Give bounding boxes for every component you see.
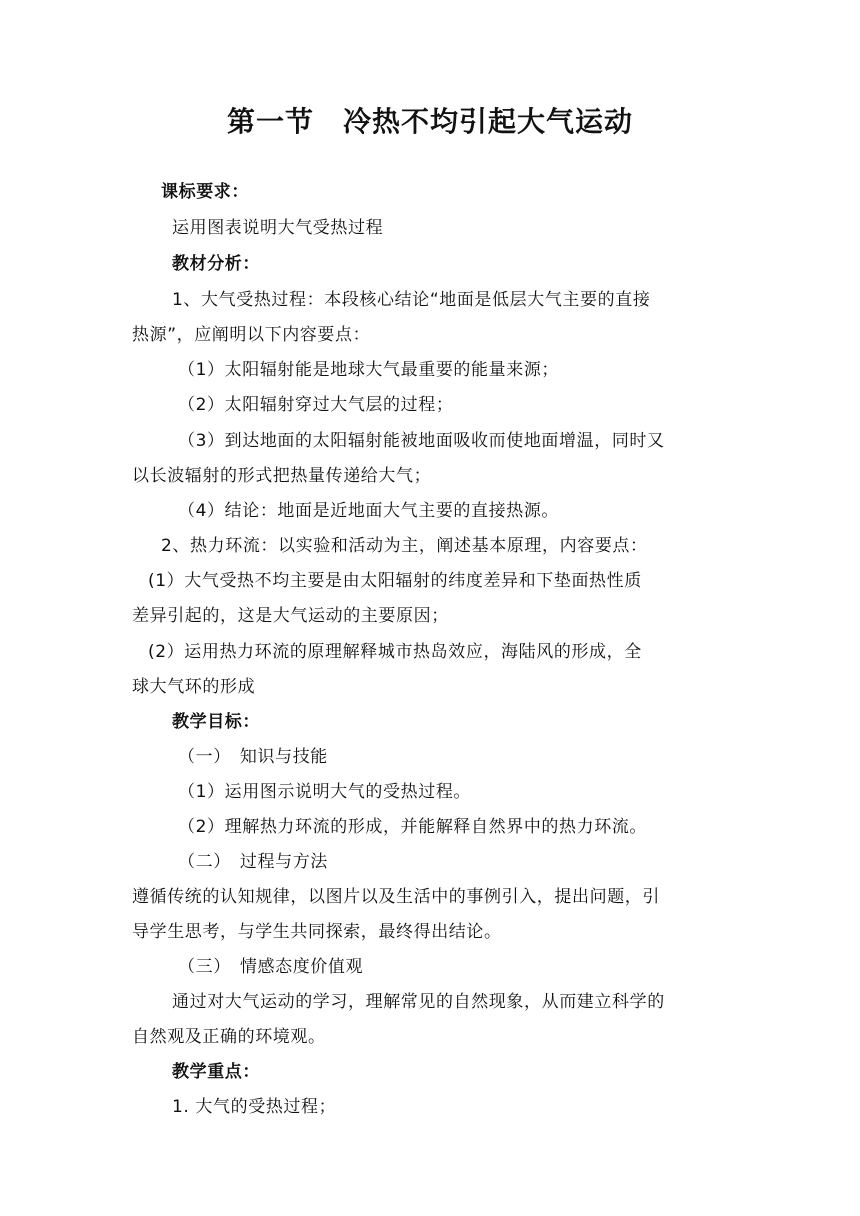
subsection-heading: （一） 知识与技能 (178, 747, 328, 767)
paragraph-line: 以长波辐射的形式把热量传递给大气； (132, 466, 432, 486)
document-title: 第一节 冷热不均引起大气运动 (226, 105, 633, 138)
list-item: （2）太阳辐射穿过大气层的过程； (178, 395, 454, 415)
paragraph-line: 1、大气受热过程：本段核心结论“地面是低层大气主要的直接 (172, 290, 651, 310)
list-item: （1）运用图示说明大气的受热过程。 (178, 782, 472, 802)
list-item: （1）太阳辐射能是地球大气最重要的能量来源； (178, 360, 560, 380)
list-item: (2）运用热力环流的原理解释城市热岛效应，海陆风的形成，全 (148, 642, 642, 662)
section-heading-key-points: 教学重点： (172, 1062, 260, 1082)
paragraph-line: 差异引起的，这是大气运动的主要原因； (132, 606, 449, 626)
paragraph-line: 热源”，应阐明以下内容要点： (132, 325, 371, 345)
paragraph-line: 遵循传统的认知规律，以图片以及生活中的事例引入，提出问题，引 (132, 887, 660, 907)
paragraph-line: 运用图表说明大气受热过程 (172, 218, 384, 238)
paragraph-line: 球大气环的形成 (132, 677, 256, 697)
section-heading-curriculum: 课标要求： (161, 182, 249, 202)
section-heading-teaching-goals: 教学目标： (172, 712, 260, 732)
list-item: （4）结论：地面是近地面大气主要的直接热源。 (178, 501, 560, 521)
list-item: (1）大气受热不均主要是由太阳辐射的纬度差异和下垫面热性质 (148, 571, 642, 591)
list-item: （3）到达地面的太阳辐射能被地面吸收而使地面增温，同时又 (178, 431, 665, 451)
paragraph-line: 通过对大气运动的学习，理解常见的自然现象，从而建立科学的 (172, 992, 665, 1012)
section-heading-textbook-analysis: 教材分析： (172, 254, 260, 274)
paragraph-line: 自然观及正确的环境观。 (132, 1027, 326, 1047)
list-item: （2）理解热力环流的形成，并能解释自然界中的热力环流。 (178, 817, 648, 837)
subsection-heading: （二） 过程与方法 (178, 852, 328, 872)
paragraph-line: 导学生思考，与学生共同探索，最终得出结论。 (132, 922, 502, 942)
list-item: 1. 大气的受热过程； (172, 1097, 337, 1117)
subsection-heading: （三） 情感态度价值观 (178, 957, 364, 977)
paragraph-line: 2、热力环流：以实验和活动为主，阐述基本原理，内容要点： (161, 536, 648, 556)
